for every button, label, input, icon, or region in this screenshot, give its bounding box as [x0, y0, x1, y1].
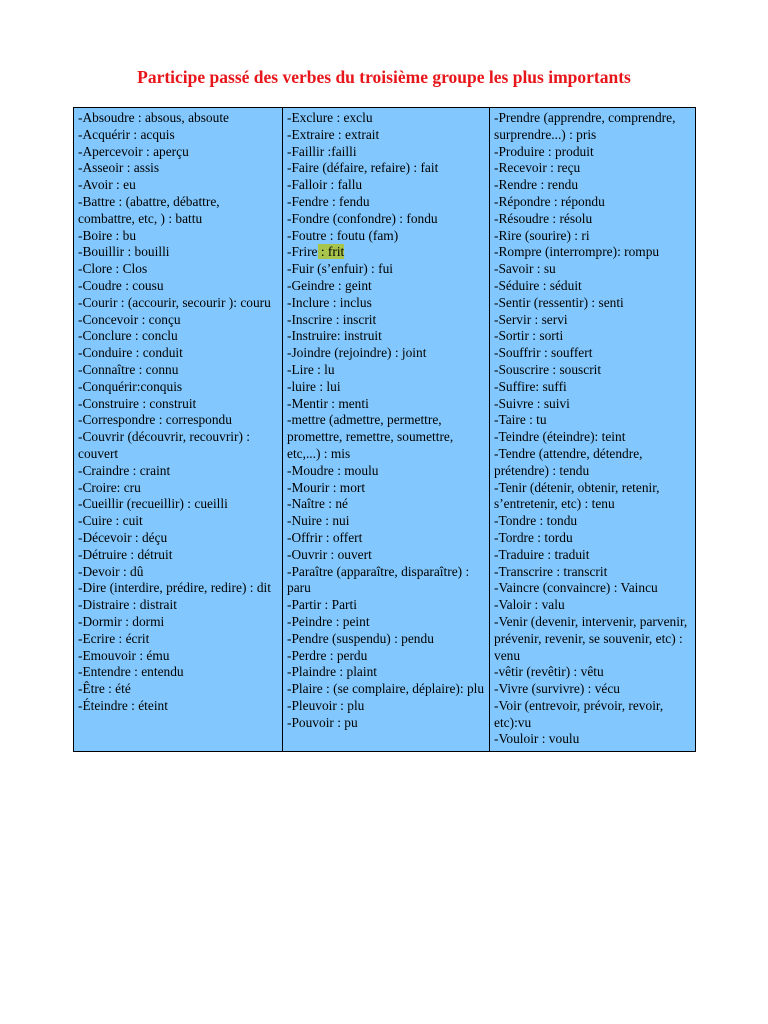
verb-entry: -Joindre (rejoindre) : joint — [287, 345, 427, 361]
verb-entry: -Produire : produit — [494, 143, 594, 159]
verb-entry: -Emouvoir : ému — [78, 647, 170, 663]
verb-entry: -Séduire : séduit — [494, 277, 582, 293]
verb-entry: -Souffrir : souffert — [494, 345, 593, 361]
verb-entry: -Traduire : traduit — [494, 546, 590, 562]
verb-entry: -Sortir : sorti — [494, 328, 564, 344]
verb-entry: -Conclure : conclu — [78, 328, 178, 344]
verb-entry: -Vaincre (convaincre) : Vaincu — [494, 580, 658, 596]
verb-entry: -Paraître (apparaître, disparaître) : paru — [287, 563, 470, 596]
verb-entry: -Falloir : fallu — [287, 177, 363, 193]
verb-entry: -Apercevoir : aperçu — [78, 143, 189, 159]
verb-entry: -Dire (interdire, prédire, redire) : dit — [78, 580, 271, 596]
verb-entry: -Foutre : foutu (fam) — [287, 227, 399, 243]
verb-entry: -Inclure : inclus — [287, 294, 372, 310]
verb-entry: -Entendre : entendu — [78, 664, 184, 680]
verb-entry: -Pleuvoir : plu — [287, 697, 365, 713]
verb-entry: -Ecrire : écrit — [78, 630, 150, 646]
verb-entry: -Recevoir : reçu — [494, 160, 581, 176]
verb-entry: -Résoudre : résolu — [494, 210, 593, 226]
verb-entry: -Faillir :failli — [287, 143, 357, 159]
verb-entry: -Faire (défaire, refaire) : fait — [287, 160, 439, 176]
verb-entry: -Plaire : (se complaire, déplaire): plu — [287, 681, 485, 697]
verb-entry: -luire : lui — [287, 378, 341, 394]
verb-entry: -Cuire : cuit — [78, 513, 143, 529]
verb-entry: -Rompre (interrompre): rompu — [494, 244, 660, 260]
verb-entry: -Extraire : extrait — [287, 126, 380, 142]
verb-entry: -Lire : lu — [287, 361, 335, 377]
verb-entry: -Rire (sourire) : ri — [494, 227, 590, 243]
verb-entry: -Souscrire : souscrit — [494, 361, 602, 377]
verb-entry: -Craindre : craint — [78, 462, 171, 478]
verb-entry: -Absoudre : absous, absoute — [78, 110, 229, 125]
verb-entry: -Peindre : peint — [287, 613, 370, 629]
verb-entry: -Vouloir : voulu — [494, 731, 580, 747]
verb-entry: -Sentir (ressentir) : senti — [494, 294, 624, 310]
verb-entry: -Fuir (s’enfuir) : fui — [287, 261, 393, 277]
verb-entry: -Être : été — [78, 681, 131, 697]
verb-entry: -Valoir : valu — [494, 597, 565, 613]
verb-entry: -Vivre (survivre) : vécu — [494, 681, 620, 697]
verb-entry: -Voir (entrevoir, prévoir, revoir, etc):vu — [494, 697, 664, 730]
verb-column-3 — [489, 108, 695, 751]
verb-entry: -mettre (admettre, permettre, promettre, remettre, soumettre, etc,...) : mis — [287, 412, 454, 461]
verb-entry: -Bouillir : bouilli — [78, 244, 170, 260]
verb-entry: -Geindre : geint — [287, 277, 372, 293]
verb-entry: -Pouvoir : pu — [287, 714, 358, 730]
verb-entry: -Perdre : perdu — [287, 647, 368, 663]
verb-entry: -Éteindre : éteint — [78, 697, 168, 713]
verb-entry: -Tenir (détenir, obtenir, retenir, s’entretenir, etc) : tenu — [494, 479, 660, 512]
verb-entry: -Mentir : menti — [287, 395, 369, 411]
verb-entry: -Répondre : répondu — [494, 193, 605, 209]
verb-entry: -Taire : tu — [494, 412, 547, 428]
verb-entry: -Devoir : dû — [78, 563, 144, 579]
verb-entry: -Coudre : cousu — [78, 277, 164, 293]
page-title: Participe passé des verbes du troisième groupe les plus importants — [137, 67, 631, 87]
verb-entry: -Fondre (confondre) : fondu — [287, 210, 438, 226]
verb-entry: -Construire : construit — [78, 395, 197, 411]
verb-entry: -Savoir : su — [494, 261, 556, 277]
verb-entry: -Cueillir (recueillir) : cueilli — [78, 496, 228, 512]
verb-entry: -Frire : frit — [287, 244, 345, 260]
verb-entry: -Boire : bu — [78, 227, 137, 243]
verb-entry: -vêtir (revêtir) : vêtu — [494, 664, 604, 680]
verb-entry: -Exclure : exclu — [287, 110, 373, 125]
verb-entry: -Transcrire : transcrit — [494, 563, 608, 579]
verb-entry: -Mourir : mort — [287, 479, 366, 495]
verb-entry: -Rendre : rendu — [494, 177, 579, 193]
verb-entry: -Prendre (apprendre, comprendre, surprendre...) : pris — [494, 110, 676, 142]
verb-entry: -Inscrire : inscrit — [287, 311, 377, 327]
verb-entry: -Détruire : détruit — [78, 546, 173, 562]
verb-entry: -Naître : né — [287, 496, 348, 512]
verb-entry: -Connaître : connu — [78, 361, 179, 377]
verb-entry: -Décevoir : déçu — [78, 529, 168, 545]
verb-entry: -Servir : servi — [494, 311, 568, 327]
verb-entry: -Croire: cru — [78, 479, 141, 495]
verb-table — [73, 107, 696, 752]
verb-entry: -Tordre : tordu — [494, 529, 573, 545]
verb-entry: -Offrir : offert — [287, 529, 363, 545]
verb-entry: -Venir (devenir, intervenir, parvenir, prévenir, revenir, se souvenir, etc) : venu — [494, 613, 688, 663]
verb-entry: -Teindre (éteindre): teint — [494, 429, 626, 445]
verb-entry: -Nuire : nui — [287, 513, 350, 529]
verb-entry: -Instruire: instruit — [287, 328, 382, 344]
highlighted-text: : frit — [317, 244, 345, 260]
verb-entry: -Clore : Clos — [78, 261, 148, 277]
verb-entry: -Suivre : suivi — [494, 395, 570, 411]
verb-entry: -Concevoir : conçu — [78, 311, 181, 327]
verb-entry: -Plaindre : plaint — [287, 664, 377, 680]
verb-entry: -Acquérir : acquis — [78, 126, 175, 142]
verb-column-2 — [282, 108, 489, 751]
verb-entry: -Ouvrir : ouvert — [287, 546, 372, 562]
verb-entry: -Conquérir:conquis — [78, 378, 183, 394]
verb-entry: -Correspondre : correspondu — [78, 412, 232, 428]
verb-entry: -Avoir : eu — [78, 177, 136, 193]
verb-entry: -Partir : Parti — [287, 597, 357, 613]
verb-entry: -Conduire : conduit — [78, 345, 183, 361]
verb-entry: -Tondre : tondu — [494, 513, 578, 529]
verb-entry: -Battre : (abattre, débattre, combattre, etc, ) : battu — [78, 193, 220, 226]
verb-entry: -Suffire: suffi — [494, 378, 567, 394]
verb-entry: -Fendre : fendu — [287, 193, 370, 209]
verb-entry: -Distraire : distrait — [78, 597, 177, 613]
verb-entry: -Courir : (accourir, secourir ): couru — [78, 294, 271, 310]
verb-entry: -Asseoir : assis — [78, 160, 160, 176]
verb-entry: -Couvrir (découvrir, recouvrir) : couvert — [78, 429, 250, 461]
verb-entry: -Pendre (suspendu) : pendu — [287, 630, 434, 646]
verb-entry: -Dormir : dormi — [78, 613, 165, 629]
verb-entry: -Moudre : moulu — [287, 462, 379, 478]
verb-column-1 — [74, 108, 282, 751]
verb-entry: -Tendre (attendre, détendre, prétendre) : tendu — [494, 445, 643, 478]
